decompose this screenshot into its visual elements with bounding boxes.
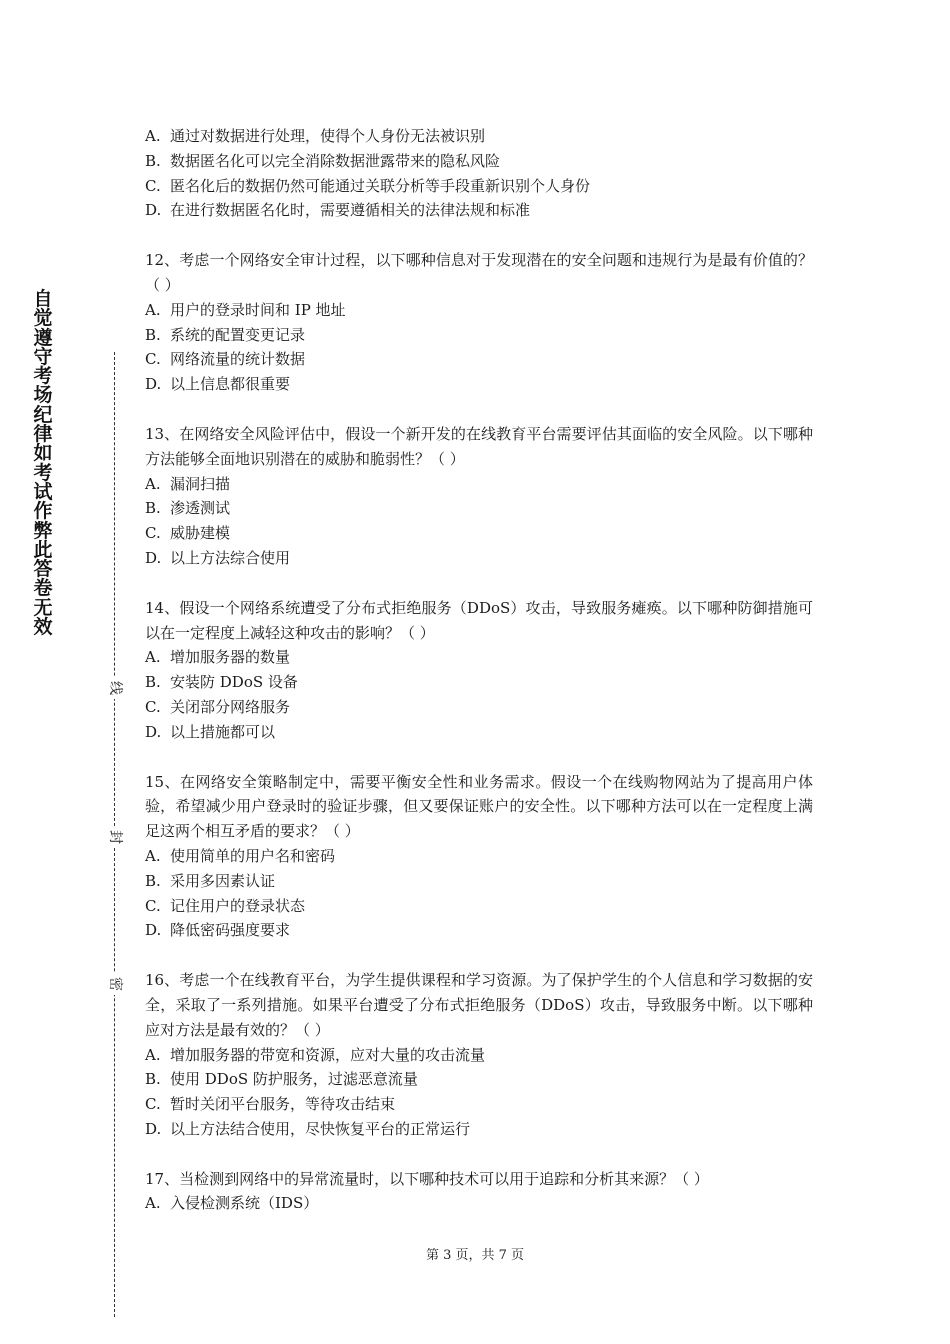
previous-question-options — [145, 124, 813, 223]
option-text: 威胁建模 — [170, 524, 231, 543]
option-letter: B. — [145, 325, 161, 344]
option-text: 在进行数据匿名化时，需要遵循相关的法律法规和标准 — [170, 201, 531, 220]
option — [145, 1092, 813, 1117]
option-text: 安装防 DDoS 设备 — [170, 673, 298, 692]
option — [145, 198, 813, 223]
option — [145, 869, 813, 894]
option-letter: C. — [145, 1095, 161, 1114]
option-letter: C. — [145, 350, 161, 369]
option — [145, 298, 813, 323]
option — [145, 720, 813, 745]
option-text: 用户的登录时间和 IP 地址 — [170, 300, 346, 319]
option-text: 降低密码强度要求 — [170, 921, 291, 940]
question-stem: 17、当检测到网络中的异常流量时，以下哪种技术可以用于追踪和分析其来源？（ ） — [145, 1169, 709, 1188]
question-13 — [145, 422, 813, 571]
option-text: 数据匿名化可以完全消除数据泄露带来的隐私风险 — [170, 151, 501, 170]
option-text: 以上方法结合使用，尽快恢复平台的正常运行 — [170, 1119, 471, 1138]
option — [145, 844, 813, 869]
option — [145, 174, 813, 199]
option-letter: D. — [145, 921, 162, 940]
option — [145, 1191, 813, 1216]
option — [145, 472, 813, 497]
option-letter: A. — [145, 127, 161, 145]
option-text: 匿名化后的数据仍然可能通过关联分析等手段重新识别个人身份 — [170, 176, 591, 195]
option-letter: A. — [145, 300, 161, 319]
option-letter: D. — [145, 548, 162, 567]
binding-label-feng: 封 — [104, 826, 126, 848]
option — [145, 372, 813, 397]
option — [145, 918, 813, 943]
option-text: 系统的配置变更记录 — [170, 325, 306, 344]
option-letter: A. — [145, 846, 161, 865]
option-text: 网络流量的统计数据 — [170, 350, 306, 369]
question-stem: 14、假设一个网络系统遭受了分布式拒绝服务（DDoS）攻击，导致服务瘫痪。以下哪种防御措施可以在一定程度上减轻这种攻击的影响？（ ） — [145, 598, 813, 642]
option-letter: D. — [145, 375, 162, 394]
binding-label-xian: 线 — [104, 677, 126, 699]
option-letter: B. — [145, 673, 161, 692]
option-letter: D. — [145, 1119, 162, 1138]
option-text: 使用 DDoS 防护服务，过滤恶意流量 — [170, 1070, 418, 1089]
option — [145, 347, 813, 372]
question-12 — [145, 248, 813, 397]
question-stem: 13、在网络安全风险评估中，假设一个新开发的在线教育平台需要评估其面临的安全风险。以下哪种方法能够全面地识别潜在的威胁和脆弱性？（ ） — [145, 424, 813, 468]
option-letter: B. — [145, 499, 161, 518]
question-stem: 16、考虑一个在线教育平台，为学生提供课程和学习资源。为了保护学生的个人信息和学习数据的安全，采取了一系列措施。如果平台遭受了分布式拒绝服务（DDoS）攻击，导致服务中断。以下哪种应对方法是最有效的？（ ） — [145, 971, 813, 1039]
option-text: 增加服务器的数量 — [170, 648, 291, 667]
option-letter: C. — [145, 896, 161, 915]
option-letter: A. — [145, 1045, 161, 1064]
option-text: 关闭部分网络服务 — [170, 697, 291, 716]
option-letter: A. — [145, 648, 161, 667]
option-text: 以上方法综合使用 — [170, 548, 291, 567]
option-text: 使用简单的用户名和密码 — [170, 846, 336, 865]
option-text: 暂时关闭平台服务，等待攻击结束 — [170, 1095, 396, 1114]
question-stem: 15、在网络安全策略制定中，需要平衡安全性和业务需求。假设一个在线购物网站为了提高用户体验，希望减少用户登录时的验证步骤，但又要保证账户的安全性。以下哪种方法可以在一定程度上满足这两个相互矛盾的要求？（ ） — [145, 772, 813, 841]
option-text: 增加服务器的带宽和资源，应对大量的攻击流量 — [170, 1045, 486, 1064]
option — [145, 1043, 813, 1068]
question-15 — [145, 770, 813, 944]
option-letter: C. — [145, 176, 161, 195]
option — [145, 645, 813, 670]
option — [145, 323, 813, 348]
binding-label-mi: 密 — [104, 973, 126, 995]
margin-warning-text: 自觉遵守考场纪律如考试作弊此答卷无效 — [33, 288, 53, 639]
option-text: 采用多因素认证 — [170, 871, 276, 890]
option-text: 以上信息都很重要 — [170, 375, 291, 394]
option — [145, 496, 813, 521]
question-16 — [145, 968, 813, 1142]
option-letter: B. — [145, 1070, 161, 1089]
option-letter: A. — [145, 1194, 161, 1213]
option — [145, 1117, 813, 1142]
option-letter: A. — [145, 474, 161, 493]
option-letter: D. — [145, 722, 162, 741]
option-letter: B. — [145, 871, 161, 890]
option-text: 以上措施都可以 — [170, 722, 276, 741]
option — [145, 1067, 813, 1092]
option-text: 通过对数据进行处理，使得个人身份无法被识别 — [170, 127, 486, 145]
question-17 — [145, 1167, 813, 1217]
option-text: 漏洞扫描 — [170, 474, 231, 493]
question-content — [145, 124, 813, 1216]
option — [145, 521, 813, 546]
option-letter: C. — [145, 697, 161, 716]
option-letter: C. — [145, 524, 161, 543]
page-number-footer: 第 3 页，共 7 页 — [425, 1248, 525, 1263]
option-text: 入侵检测系统（IDS） — [170, 1194, 319, 1213]
option — [145, 149, 813, 174]
question-14 — [145, 596, 813, 745]
option-text: 渗透测试 — [170, 499, 231, 518]
option — [145, 670, 813, 695]
option — [145, 695, 813, 720]
option-letter: D. — [145, 201, 162, 220]
option — [145, 546, 813, 571]
option — [145, 124, 813, 149]
question-stem: 12、考虑一个网络安全审计过程，以下哪种信息对于发现潜在的安全问题和违规行为是最有价值的？（ ） — [145, 251, 813, 294]
option — [145, 894, 813, 919]
option-text: 记住用户的登录状态 — [170, 896, 306, 915]
option-letter: B. — [145, 151, 161, 170]
